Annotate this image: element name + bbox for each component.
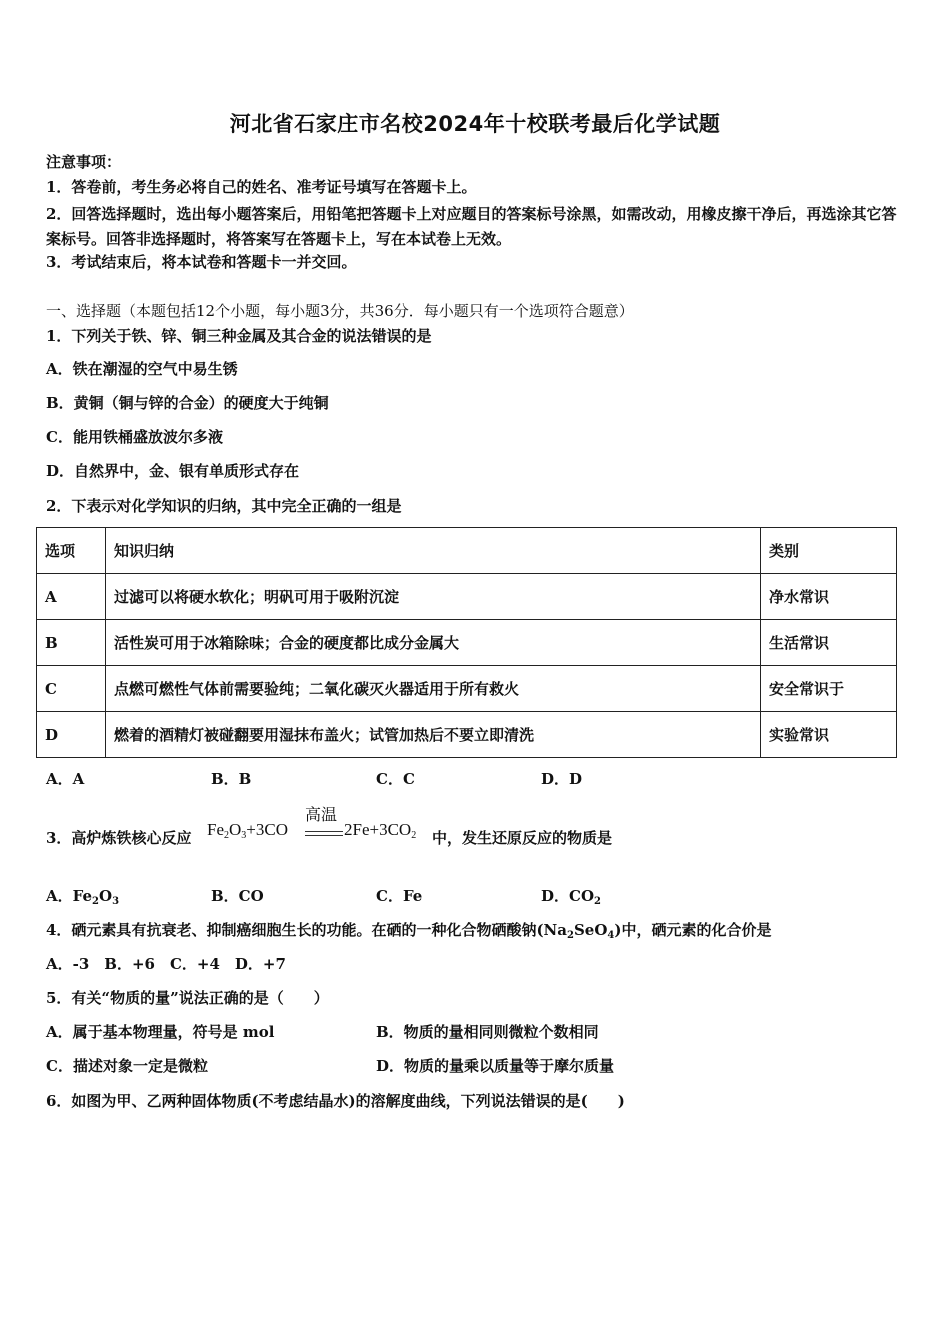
equals-bar-bottom bbox=[305, 835, 343, 836]
q2-stem: 2．下表示对化学知识的归纳，其中完全正确的一组是 bbox=[46, 497, 402, 515]
q6-stem: 6．如图为甲、乙两种固体物质(不考虑结晶水)的溶解度曲线，下列说法错误的是( ) bbox=[46, 1092, 625, 1110]
table-row bbox=[37, 620, 897, 666]
q5-option-c: C．描述对象一定是微粒 bbox=[46, 1057, 208, 1075]
notice-heading: 注意事项： bbox=[46, 153, 122, 171]
q2-option-b: B．B bbox=[211, 770, 252, 788]
q4-options: A．-3 B．+6 C．+4 D．+7 bbox=[46, 955, 286, 973]
q1-option-c: C．能用铁桶盛放波尔多液 bbox=[46, 428, 223, 446]
q2-option-d: D．D bbox=[541, 770, 583, 788]
notice-item-2: 2．回答选择题时，选出每小题答案后，用铅笔把答题卡上对应题目的答案标号涂黑，如需改动，用橡皮擦干净后，再选涂其它答案标号。回答非选择题时，将答案写在答题卡上，写在本试卷上无效。 bbox=[46, 205, 897, 248]
reaction-equation bbox=[207, 802, 432, 852]
table-cell: C bbox=[37, 666, 106, 712]
q1-option-b: B．黄铜（铜与锌的合金）的硬度大于纯铜 bbox=[46, 394, 329, 412]
table-cell: 活性炭可用于冰箱除味；合金的硬度都比成分金属大 bbox=[106, 620, 761, 666]
section-heading: 一、选择题（本题包括12个小题，每小题3分，共36分．每小题只有一个选项符合题意） bbox=[46, 302, 634, 320]
table-cell: 点燃可燃性气体前需要验纯；二氧化碳灭火器适用于所有救火 bbox=[106, 666, 761, 712]
q5-option-a: A．属于基本物理量，符号是 mol bbox=[46, 1023, 275, 1041]
q1-option-d: D．自然界中，金、银有单质形式存在 bbox=[46, 462, 300, 480]
q4-stem: 4．硒元素具有抗衰老、抑制癌细胞生长的功能。在硒的一种化合物硒酸钠$(Na_2SeO_4)$中，硒元素的化合价是 bbox=[46, 921, 772, 941]
q3-option-b: B．CO bbox=[211, 887, 264, 905]
q3-option-d: D．$CO_2$ bbox=[541, 887, 601, 907]
table-cell: A bbox=[37, 574, 106, 620]
table-cell: 生活常识 bbox=[761, 620, 897, 666]
table-row bbox=[37, 574, 897, 620]
reaction-condition: 高温 bbox=[305, 807, 338, 824]
q3-stem-prefix: 3．高炉炼铁核心反应 bbox=[46, 829, 192, 847]
q3-stem-suffix: 中，发生还原反应的物质是 bbox=[432, 829, 613, 847]
q5-option-b: B．物质的量相同则微粒个数相同 bbox=[376, 1023, 599, 1041]
notice-item-1: 1．答卷前，考生务必将自己的姓名、准考证号填写在答题卡上。 bbox=[46, 178, 477, 196]
table-header-cell: 选项 bbox=[37, 528, 106, 574]
table-cell: 实验常识 bbox=[761, 712, 897, 758]
table-header-row bbox=[37, 528, 897, 574]
table-header-cell: 知识归纳 bbox=[106, 528, 761, 574]
q1-option-a: A．铁在潮湿的空气中易生锈 bbox=[46, 360, 238, 378]
q3-option-c: C．Fe bbox=[376, 887, 423, 905]
q2-option-a: A．A bbox=[46, 770, 85, 788]
notice-item-3: 3．考试结束后，将本试卷和答题卡一并交回。 bbox=[46, 253, 357, 271]
table-cell: 燃着的酒精灯被碰翻要用湿抹布盖火；试管加热后不要立即清洗 bbox=[106, 712, 761, 758]
table-header-cell: 类别 bbox=[761, 528, 897, 574]
reaction-reactants: $Fe_2O_3+3CO$ bbox=[207, 820, 288, 841]
q5-stem: 5．有关“物质的量”说法正确的是（ ） bbox=[46, 989, 329, 1007]
table-cell: 过滤可以将硬水软化；明矾可用于吸附沉淀 bbox=[106, 574, 761, 620]
q1-stem: 1．下列关于铁、锌、铜三种金属及其合金的说法错误的是 bbox=[46, 327, 432, 345]
table-row bbox=[37, 666, 897, 712]
exam-title: 河北省石家庄市名校2024年十校联考最后化学试题 bbox=[229, 112, 721, 136]
equals-bar-top bbox=[305, 831, 343, 832]
knowledge-table bbox=[36, 527, 897, 758]
q2-option-c: C．C bbox=[376, 770, 415, 788]
table-cell: 净水常识 bbox=[761, 574, 897, 620]
q5-option-d: D．物质的量乘以质量等于摩尔质量 bbox=[376, 1057, 615, 1075]
reaction-products: $2Fe+3CO_2$ bbox=[344, 820, 417, 841]
q3-option-a: A．$Fe_2O_3$ bbox=[46, 887, 120, 907]
table-cell: D bbox=[37, 712, 106, 758]
table-row bbox=[37, 712, 897, 758]
table-cell: B bbox=[37, 620, 106, 666]
table-cell: 安全常识于 bbox=[761, 666, 897, 712]
